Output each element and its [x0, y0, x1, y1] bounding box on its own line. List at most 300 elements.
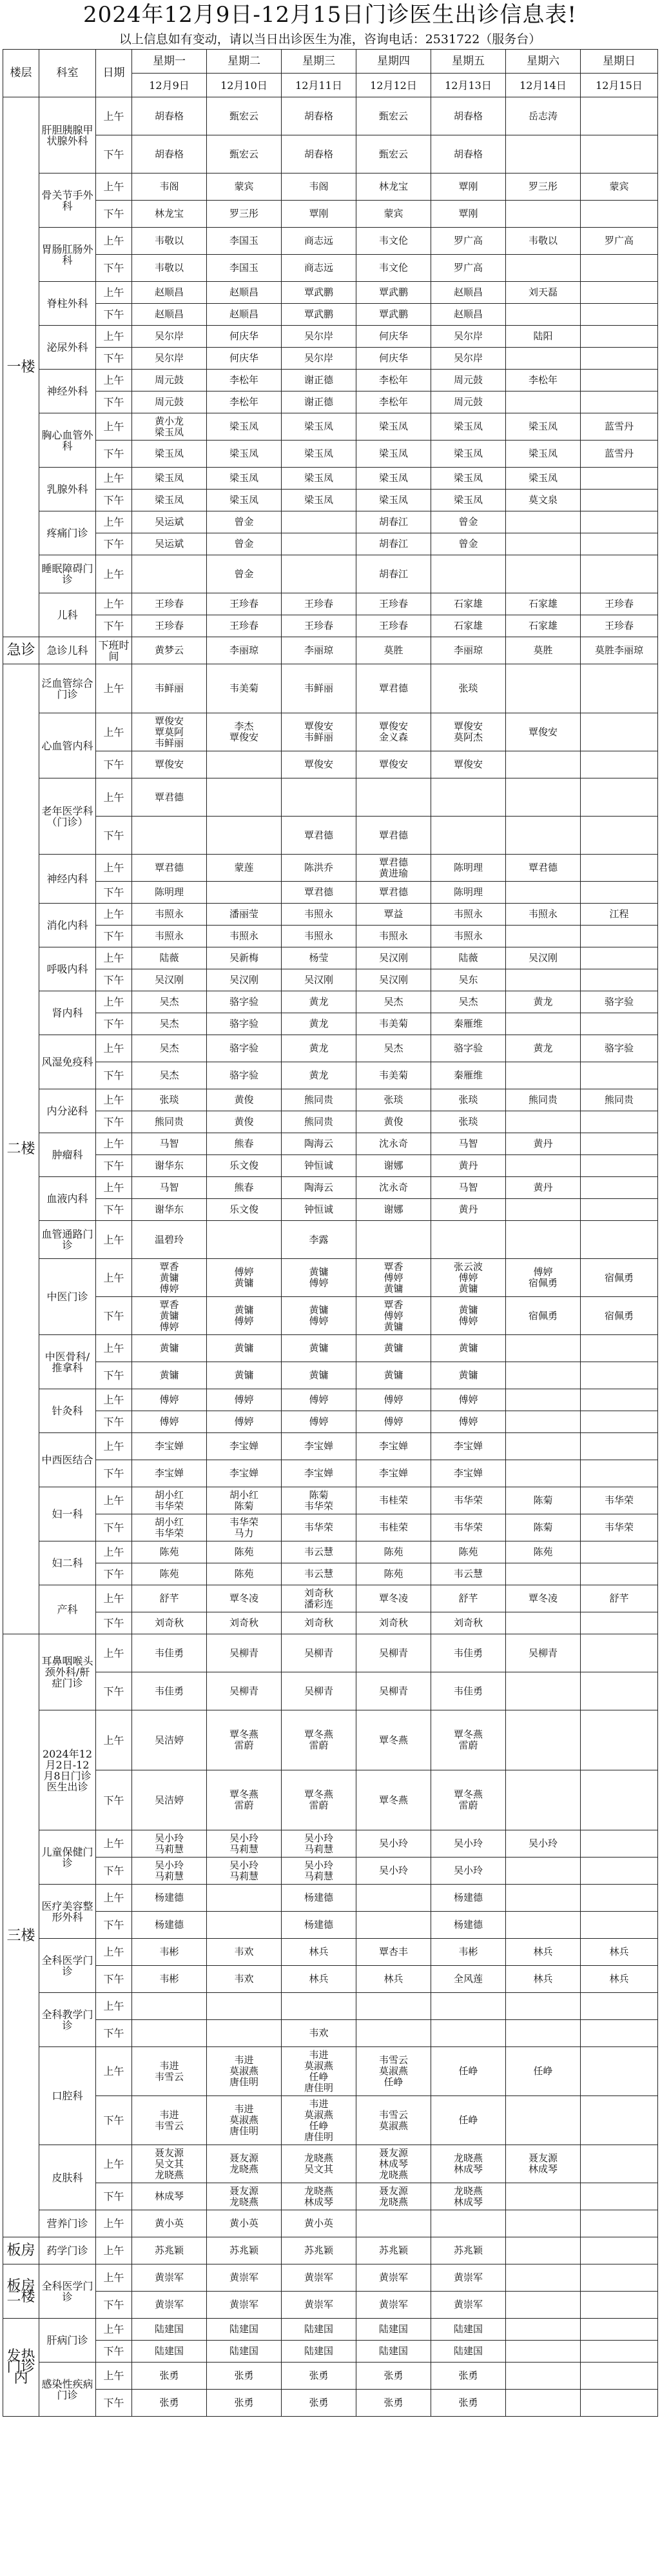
session-label: 下班时间: [96, 637, 132, 664]
doctor-cell: 韦敬以: [132, 228, 207, 255]
department-name: 感染性疾病门诊: [39, 2363, 96, 2417]
doctor-cell: 韦美菊: [207, 664, 282, 713]
doctor-cell: 曾金: [207, 511, 282, 533]
doctor-cell: 黄俊: [356, 1111, 431, 1133]
doctor-cell: [506, 1389, 581, 1411]
doctor-cell: 林兵: [506, 1966, 581, 1993]
schedule-row: [3, 2210, 658, 2237]
session-label: 下午: [96, 304, 132, 326]
doctor-cell: 吴洁婷: [132, 1710, 207, 1770]
doctor-cell: 覃君德: [356, 664, 431, 713]
doctor-cell: 韦鲜丽: [132, 664, 207, 713]
doctor-cell: 吴小玲 马莉慧: [207, 1830, 282, 1858]
session-label: 下午: [96, 751, 132, 778]
session-label: 下午: [96, 441, 132, 468]
schedule-row: [3, 1297, 658, 1335]
doctor-cell: 陈明理: [431, 855, 506, 882]
doctor-cell: 覃刚: [431, 201, 506, 228]
doctor-cell: 林兵: [282, 1939, 356, 1966]
doctor-cell: 熊同贵: [581, 1089, 658, 1111]
doctor-cell: 苏兆颖: [356, 2237, 431, 2264]
doctor-cell: 覃香 傅婷 黄镛: [356, 1297, 431, 1335]
schedule-row: [3, 173, 658, 201]
doctor-cell: [581, 490, 658, 511]
doctor-cell: 覃君德: [506, 855, 581, 882]
doctor-cell: 张琰: [356, 1089, 431, 1111]
doctor-cell: 韦华荣: [431, 1487, 506, 1514]
doctor-cell: [581, 751, 658, 778]
doctor-cell: 覃冬燕 雷蔚: [207, 1770, 282, 1830]
doctor-cell: 覃益: [356, 904, 431, 926]
doctor-cell: 李国玉: [207, 255, 282, 282]
doctor-cell: 王珍春: [356, 615, 431, 637]
doctor-cell: 杨建德: [282, 1885, 356, 1912]
doctor-cell: 覃俊安: [356, 751, 431, 778]
doctor-cell: [506, 135, 581, 173]
doctor-cell: [581, 1411, 658, 1433]
doctor-cell: 黄镛: [132, 1362, 207, 1389]
session-label: 下午: [96, 2020, 132, 2047]
doctor-cell: 韦进 莫淑燕 任峥 唐佳明: [282, 2047, 356, 2096]
schedule-row: [3, 228, 658, 255]
doctor-cell: 张琰: [431, 664, 506, 713]
date-header: 12月12日: [356, 74, 431, 97]
doctor-cell: 甄宏云: [356, 97, 431, 135]
schedule-row: [3, 1710, 658, 1770]
schedule-row: [3, 1830, 658, 1858]
doctor-cell: 梁玉凤: [431, 468, 506, 490]
doctor-cell: 吴柳青: [207, 1634, 282, 1672]
doctor-cell: [356, 2020, 431, 2047]
doctor-cell: 吴汉刚: [282, 969, 356, 991]
doctor-cell: 刘奇秋 潘彩连: [282, 1585, 356, 1612]
doctor-cell: 韦进 韦雪云: [132, 2047, 207, 2096]
doctor-cell: 任峥: [431, 2096, 506, 2145]
doctor-cell: [506, 1460, 581, 1487]
doctor-cell: 韦美菊: [356, 1013, 431, 1035]
doctor-cell: [506, 2237, 581, 2264]
schedule-row: [3, 1993, 658, 2020]
schedule-row: [3, 2047, 658, 2096]
doctor-cell: 张琰: [431, 1089, 506, 1111]
doctor-cell: 吴柳青: [356, 1672, 431, 1710]
doctor-cell: 张勇: [431, 2363, 506, 2390]
doctor-cell: 吴东: [431, 969, 506, 991]
doctor-cell: 龙晓燕 林成琴: [431, 2183, 506, 2210]
doctor-cell: 林成琴: [132, 2183, 207, 2210]
doctor-cell: [581, 97, 658, 135]
schedule-row: [3, 1221, 658, 1259]
doctor-cell: 梁玉凤: [207, 441, 282, 468]
date-header: 12月14日: [506, 74, 581, 97]
doctor-cell: 温碧玲: [132, 1221, 207, 1259]
doctor-cell: 陆薇: [431, 947, 506, 969]
doctor-cell: 李松年: [506, 370, 581, 391]
doctor-cell: [506, 1912, 581, 1939]
doctor-cell: [207, 1912, 282, 1939]
doctor-cell: 胡春格: [282, 97, 356, 135]
session-label: 上午: [96, 904, 132, 926]
doctor-cell: [506, 926, 581, 947]
doctor-cell: 陈苑: [132, 1541, 207, 1563]
doctor-cell: [506, 1221, 581, 1259]
doctor-cell: 吴小玲: [356, 1830, 431, 1858]
doctor-cell: 钟恒诚: [282, 1155, 356, 1177]
doctor-cell: 梁玉凤: [207, 490, 282, 511]
doctor-cell: [506, 511, 581, 533]
schedule-row: [3, 2264, 658, 2292]
department-name: 神经外科: [39, 370, 96, 413]
doctor-cell: [581, 1672, 658, 1710]
doctor-cell: 潘丽莹: [207, 904, 282, 926]
doctor-cell: 舒芊: [431, 1585, 506, 1612]
doctor-cell: 陈苑: [356, 1541, 431, 1563]
doctor-cell: 江程: [581, 904, 658, 926]
schedule-row: [3, 1672, 658, 1710]
doctor-cell: 李宝婵: [132, 1433, 207, 1460]
schedule-row: [3, 348, 658, 370]
doctor-cell: 梁玉凤: [282, 413, 356, 441]
doctor-cell: [431, 1993, 506, 2020]
doctor-cell: [506, 1858, 581, 1885]
doctor-cell: 赵顺昌: [132, 304, 207, 326]
schedule-row: [3, 593, 658, 615]
floor-label: 一楼: [3, 97, 39, 637]
session-label: 下午: [96, 1013, 132, 1035]
department-name: 消化内科: [39, 904, 96, 947]
department-name: 泌尿外科: [39, 326, 96, 370]
doctor-cell: 覃俊安 莫阿杰: [431, 713, 506, 751]
doctor-cell: 王珍春: [282, 615, 356, 637]
doctor-cell: 李松年: [356, 370, 431, 391]
session-label: 上午: [96, 2047, 132, 2096]
schedule-row: [3, 1199, 658, 1221]
doctor-cell: [581, 370, 658, 391]
doctor-cell: 周元鼓: [132, 370, 207, 391]
doctor-cell: 吴杰: [431, 991, 506, 1013]
department-name: 耳鼻咽喉头颈外科/鼾症门诊: [39, 1634, 96, 1710]
session-label: 上午: [96, 713, 132, 751]
session-label: 上午: [96, 1389, 132, 1411]
session-label: 上午: [96, 2363, 132, 2390]
doctor-cell: 韦鲜丽: [282, 664, 356, 713]
doctor-cell: 林兵: [356, 1966, 431, 1993]
doctor-cell: 莫文泉: [506, 490, 581, 511]
department-name: 胃肠肛肠外科: [39, 228, 96, 282]
doctor-cell: 罗广高: [431, 255, 506, 282]
doctor-cell: 苏兆颖: [207, 2237, 282, 2264]
doctor-cell: [356, 2210, 431, 2237]
doctor-cell: 韦照永: [431, 926, 506, 947]
schedule-row: [3, 1541, 658, 1563]
doctor-cell: [207, 882, 282, 904]
doctor-cell: 甄宏云: [356, 135, 431, 173]
doctor-cell: 聂友源 林成琴 龙晓燕: [356, 2145, 431, 2183]
department-name: 呼吸内科: [39, 947, 96, 991]
doctor-cell: 韦照永: [506, 904, 581, 926]
session-label: 上午: [96, 97, 132, 135]
department-name: 老年医学科（门诊）: [39, 778, 96, 855]
doctor-cell: 聂友源 龙晓燕: [207, 2145, 282, 2183]
doctor-cell: 覃冬燕 雷蔚: [207, 1710, 282, 1770]
doctor-cell: 吴汉刚: [132, 969, 207, 991]
doctor-cell: 黄丹: [431, 1199, 506, 1221]
schedule-row: [3, 778, 658, 817]
doctor-cell: [506, 1612, 581, 1634]
doctor-cell: 胡春格: [132, 97, 207, 135]
doctor-cell: 韦彬: [132, 1966, 207, 1993]
doctor-cell: 黄小英: [132, 2210, 207, 2237]
doctor-cell: 李丽琼: [431, 637, 506, 664]
doctor-cell: [581, 1770, 658, 1830]
date-header: 12月10日: [207, 74, 282, 97]
session-label: 上午: [96, 1993, 132, 2020]
doctor-cell: 傅婷 宿佩勇: [506, 1259, 581, 1297]
schedule-row: [3, 855, 658, 882]
doctor-cell: 傅婷: [431, 1389, 506, 1411]
doctor-cell: 覃君德: [356, 817, 431, 855]
doctor-cell: 黄俊: [207, 1089, 282, 1111]
doctor-cell: 吴柳青: [207, 1672, 282, 1710]
doctor-cell: 骆字验: [581, 991, 658, 1013]
doctor-cell: 黄崇军: [207, 2264, 282, 2292]
header-floor: 楼层: [3, 50, 39, 97]
doctor-cell: 刘天磊: [506, 282, 581, 304]
doctor-cell: [132, 1993, 207, 2020]
schedule-row: [3, 2183, 658, 2210]
doctor-cell: [581, 1830, 658, 1858]
doctor-cell: 胡小红 韦华荣: [132, 1514, 207, 1541]
doctor-cell: 胡春格: [132, 135, 207, 173]
doctor-cell: 何庆华: [356, 348, 431, 370]
header-dept: 科室: [39, 50, 96, 97]
doctor-cell: 李杰 覃俊安: [207, 713, 282, 751]
department-name: 心血管内科: [39, 713, 96, 778]
doctor-cell: 陈明理: [132, 882, 207, 904]
doctor-cell: 林兵: [581, 1966, 658, 1993]
doctor-cell: 韦欢: [207, 1939, 282, 1966]
doctor-cell: 黄崇军: [431, 2292, 506, 2319]
doctor-cell: 李松年: [356, 391, 431, 413]
doctor-cell: 陶海云: [282, 1133, 356, 1155]
doctor-cell: 熊同贵: [282, 1089, 356, 1111]
schedule-row: [3, 201, 658, 228]
doctor-cell: [506, 1710, 581, 1770]
doctor-cell: 张云波 傅婷 黄镛: [431, 1259, 506, 1297]
doctor-cell: [581, 1912, 658, 1939]
doctor-cell: 骆字验: [431, 1035, 506, 1062]
doctor-cell: 傅婷: [132, 1411, 207, 1433]
doctor-cell: 黄崇军: [356, 2264, 431, 2292]
doctor-cell: 熊春: [207, 1133, 282, 1155]
doctor-cell: 覃俊安: [132, 751, 207, 778]
doctor-cell: [581, 1433, 658, 1460]
doctor-cell: 覃香 黄镛 傅婷: [132, 1297, 207, 1335]
schedule-row: [3, 1912, 658, 1939]
doctor-cell: 杨建德: [132, 1912, 207, 1939]
doctor-cell: 陈苑: [207, 1563, 282, 1585]
doctor-cell: [581, 2096, 658, 2145]
doctor-cell: 韦彬: [431, 1939, 506, 1966]
doctor-cell: [207, 1885, 282, 1912]
doctor-cell: 覃冬燕 雷蔚: [431, 1710, 506, 1770]
doctor-cell: [207, 1993, 282, 2020]
doctor-cell: 覃武鹏: [282, 304, 356, 326]
doctor-cell: [506, 969, 581, 991]
doctor-cell: 韦阁: [132, 173, 207, 201]
table-header: [3, 50, 658, 97]
doctor-cell: 黄镛: [356, 1335, 431, 1362]
doctor-cell: 梁玉凤: [431, 413, 506, 441]
schedule-row: [3, 97, 658, 135]
doctor-cell: 刘奇秋: [282, 1612, 356, 1634]
doctor-cell: 周元鼓: [431, 370, 506, 391]
doctor-cell: 韦华荣: [431, 1514, 506, 1541]
department-name: 肝病门诊: [39, 2319, 96, 2363]
doctor-cell: 胡小红 陈菊: [207, 1487, 282, 1514]
doctor-cell: 商志远: [282, 255, 356, 282]
doctor-cell: 梁玉凤: [506, 413, 581, 441]
doctor-cell: 覃冬燕 雷蔚: [431, 1770, 506, 1830]
doctor-cell: 覃君德: [282, 882, 356, 904]
doctor-cell: 苏兆颖: [282, 2237, 356, 2264]
doctor-cell: 林龙宝: [356, 173, 431, 201]
department-name: 脊柱外科: [39, 282, 96, 326]
doctor-cell: 王珍春: [207, 615, 282, 637]
doctor-cell: [506, 1885, 581, 1912]
session-label: 下午: [96, 615, 132, 637]
doctor-cell: 陆建国: [431, 2319, 506, 2341]
schedule-row: [3, 2390, 658, 2417]
doctor-cell: 林龙宝: [132, 201, 207, 228]
doctor-cell: 王珍春: [132, 593, 207, 615]
doctor-cell: [581, 1541, 658, 1563]
doctor-cell: 谢娜: [356, 1199, 431, 1221]
session-label: 下午: [96, 2183, 132, 2210]
doctor-cell: 龙晓燕 林成琴: [282, 2183, 356, 2210]
weekday-header: 星期五: [431, 50, 506, 74]
doctor-cell: 韦进 韦雪云: [132, 2096, 207, 2145]
doctor-cell: 陈苑: [431, 1541, 506, 1563]
doctor-cell: 陆建国: [207, 2319, 282, 2341]
doctor-cell: 吴杰: [132, 1013, 207, 1035]
doctor-cell: 聂友源 龙晓燕: [356, 2183, 431, 2210]
doctor-cell: 莫胜: [506, 637, 581, 664]
doctor-cell: 韦桂荣: [356, 1514, 431, 1541]
doctor-cell: 罗三彤: [506, 173, 581, 201]
doctor-cell: [506, 2292, 581, 2319]
doctor-cell: 林兵: [282, 1966, 356, 1993]
doctor-cell: 陆建国: [431, 2341, 506, 2363]
doctor-cell: 吴汉刚: [506, 947, 581, 969]
doctor-cell: [581, 1993, 658, 2020]
session-label: 上午: [96, 1177, 132, 1199]
doctor-cell: 吴运斌: [132, 511, 207, 533]
doctor-cell: [506, 778, 581, 817]
doctor-cell: 韦照永: [431, 904, 506, 926]
doctor-cell: 韦阁: [282, 173, 356, 201]
doctor-cell: 骆字验: [207, 1062, 282, 1089]
session-label: 下午: [96, 2096, 132, 2145]
doctor-cell: 覃杏丰: [356, 1939, 431, 1966]
department-name: 肾内科: [39, 991, 96, 1035]
schedule-body: [3, 97, 658, 2417]
doctor-cell: 梁玉凤: [282, 441, 356, 468]
doctor-cell: 梁玉凤: [356, 468, 431, 490]
session-label: 下午: [96, 1514, 132, 1541]
doctor-cell: 李宝婵: [282, 1460, 356, 1487]
weekday-header: 星期一: [132, 50, 207, 74]
session-label: 下午: [96, 926, 132, 947]
doctor-cell: 全风莲: [431, 1966, 506, 1993]
session-label: 下午: [96, 201, 132, 228]
doctor-cell: [581, 1885, 658, 1912]
department-name: 骨关节手外科: [39, 173, 96, 228]
schedule-row: [3, 926, 658, 947]
doctor-cell: [581, 778, 658, 817]
doctor-cell: 杨建德: [431, 1912, 506, 1939]
doctor-cell: 吴汉刚: [356, 969, 431, 991]
schedule-row: [3, 255, 658, 282]
doctor-cell: [506, 817, 581, 855]
department-name: 泛血管综合门诊: [39, 664, 96, 713]
session-label: 上午: [96, 1433, 132, 1460]
session-label: 下午: [96, 1460, 132, 1487]
doctor-cell: [506, 664, 581, 713]
doctor-cell: 赵顺昌: [431, 282, 506, 304]
doctor-cell: 蒙宾: [207, 173, 282, 201]
doctor-cell: [207, 1221, 282, 1259]
department-name: 神经内科: [39, 855, 96, 904]
doctor-cell: [581, 135, 658, 173]
doctor-cell: [506, 2183, 581, 2210]
doctor-cell: 张琰: [132, 1089, 207, 1111]
doctor-cell: 覃冬凌: [506, 1585, 581, 1612]
doctor-cell: 舒芊: [132, 1585, 207, 1612]
schedule-row: [3, 555, 658, 593]
department-name: 血管通路门诊: [39, 1221, 96, 1259]
session-label: 上午: [96, 173, 132, 201]
session-label: 下午: [96, 348, 132, 370]
doctor-cell: [506, 391, 581, 413]
department-name: 血液内科: [39, 1177, 96, 1221]
doctor-cell: 黄镛: [207, 1362, 282, 1389]
doctor-cell: [132, 2020, 207, 2047]
session-label: 上午: [96, 1335, 132, 1362]
doctor-cell: 傅婷: [282, 1389, 356, 1411]
doctor-cell: [581, 1199, 658, 1221]
doctor-cell: [356, 778, 431, 817]
department-name: 中医骨科/推拿科: [39, 1335, 96, 1389]
doctor-cell: 韦欢: [282, 2020, 356, 2047]
department-name: 儿童保健门诊: [39, 1830, 96, 1885]
schedule-row: [3, 304, 658, 326]
floor-label: 发热门诊内: [3, 2319, 39, 2417]
doctor-cell: [581, 2183, 658, 2210]
session-label: 上午: [96, 468, 132, 490]
doctor-cell: 黄小英: [207, 2210, 282, 2237]
schedule-row: [3, 370, 658, 391]
doctor-cell: 黄镛: [431, 1335, 506, 1362]
doctor-cell: 韦敬以: [132, 255, 207, 282]
doctor-cell: 覃君德: [132, 778, 207, 817]
schedule-row: [3, 1612, 658, 1634]
schedule-table: [3, 49, 658, 2417]
schedule-row: [3, 1858, 658, 1885]
doctor-cell: 何庆华: [207, 348, 282, 370]
session-label: 上午: [96, 228, 132, 255]
doctor-cell: 韦华荣: [581, 1487, 658, 1514]
